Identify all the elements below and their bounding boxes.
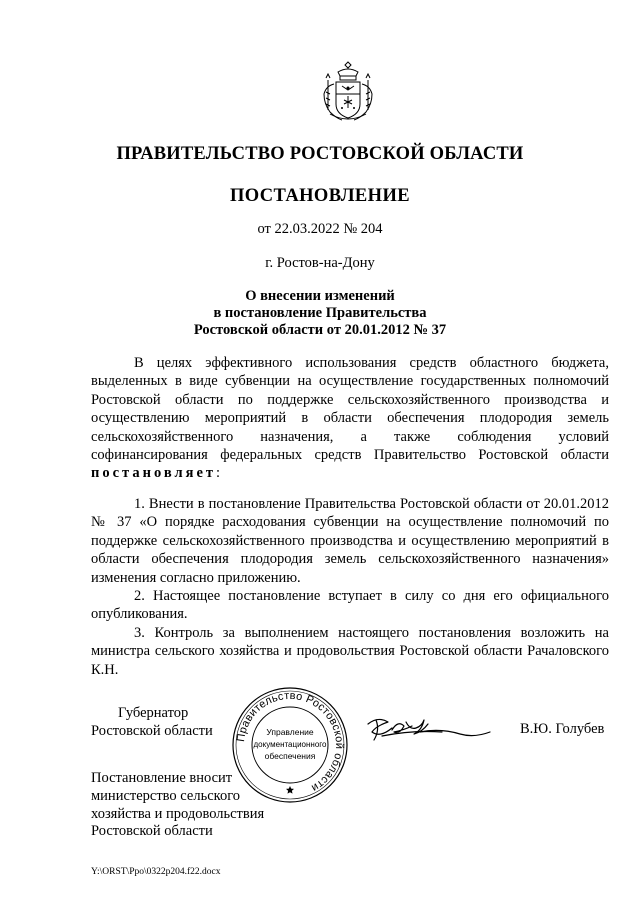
subject-line: О внесении изменений xyxy=(245,288,395,304)
document-subject xyxy=(0,288,640,339)
signer-title-line2: Ростовской области xyxy=(91,723,213,739)
signer-name: В.Ю. Голубев xyxy=(520,721,605,737)
stamp-inner-line: Управление xyxy=(266,727,314,737)
stamp-inner-line: документационного xyxy=(253,740,327,749)
decree-item: 3. Контроль за выполнением настоящего постановления возложить на министра сельского хозяйства и продовольствия Ростовской области Рачаловского К.Н. xyxy=(91,624,609,678)
document-date-number: от 22.03.2022 № 204 xyxy=(257,221,383,237)
government-title: ПРАВИТЕЛЬСТВО РОСТОВСКОЙ ОБЛАСТИ xyxy=(116,144,524,164)
coat-of-arms-icon xyxy=(318,58,378,126)
decree-word: постановляет xyxy=(91,465,217,482)
file-path: Y:\ORST\Ppo\0322p204.f22.docx xyxy=(91,867,221,877)
preamble-text: В целях эффективного использования средств областного бюджета, выделенных в виде субвенции на осуществление государственных полномочий Ростовской области по поддержке сельскохозяйственного производства и осуществлению мероприятий в области обеспечения плодородия земель сельскохозяйственного назначения, а также соблюдения условий софинансирования федеральных средств Правительство Ростовской области xyxy=(91,355,609,464)
introduced-by-line: Ростовской области xyxy=(91,823,213,840)
decree-item: 2. Настоящее постановление вступает в силу со дня его официального опубликования. xyxy=(91,588,609,623)
stamp-inner-line: обеспечения xyxy=(264,751,316,761)
decree-items xyxy=(91,495,609,679)
stamp-outer-text: Правительство Ростовской области xyxy=(235,689,346,795)
introduced-by-line: Постановление вносит xyxy=(91,770,233,786)
subject-line: в постановление Правительства xyxy=(213,305,427,321)
preamble-paragraph xyxy=(91,354,609,483)
document-city: г. Ростов-на-Дону xyxy=(265,255,375,271)
introduced-by xyxy=(91,770,264,841)
introduced-by-line: министерство сельского xyxy=(91,787,241,804)
stamp-star-icon xyxy=(286,786,294,794)
decree-item: 1. Внести в постановление Правительства Ростовской области от 20.01.2012 № 37 «О порядке расходования субвенции на осуществление полномочий по поддержке сельскохозяйственного производства и осуществлению мероприятий в области обеспечения плодородия земель сельскохозяйственного назначения» изменения согласно приложению. xyxy=(91,496,609,586)
signer-title-line1: Губернатор xyxy=(118,705,189,721)
subject-line: Ростовской области от 20.01.2012 № 37 xyxy=(193,322,447,338)
document-type: ПОСТАНОВЛЕНИЕ xyxy=(229,186,410,206)
introduced-by-line: хозяйства и продовольствия xyxy=(91,805,265,822)
decree-colon: : xyxy=(216,465,221,482)
handwritten-signature xyxy=(362,712,492,748)
